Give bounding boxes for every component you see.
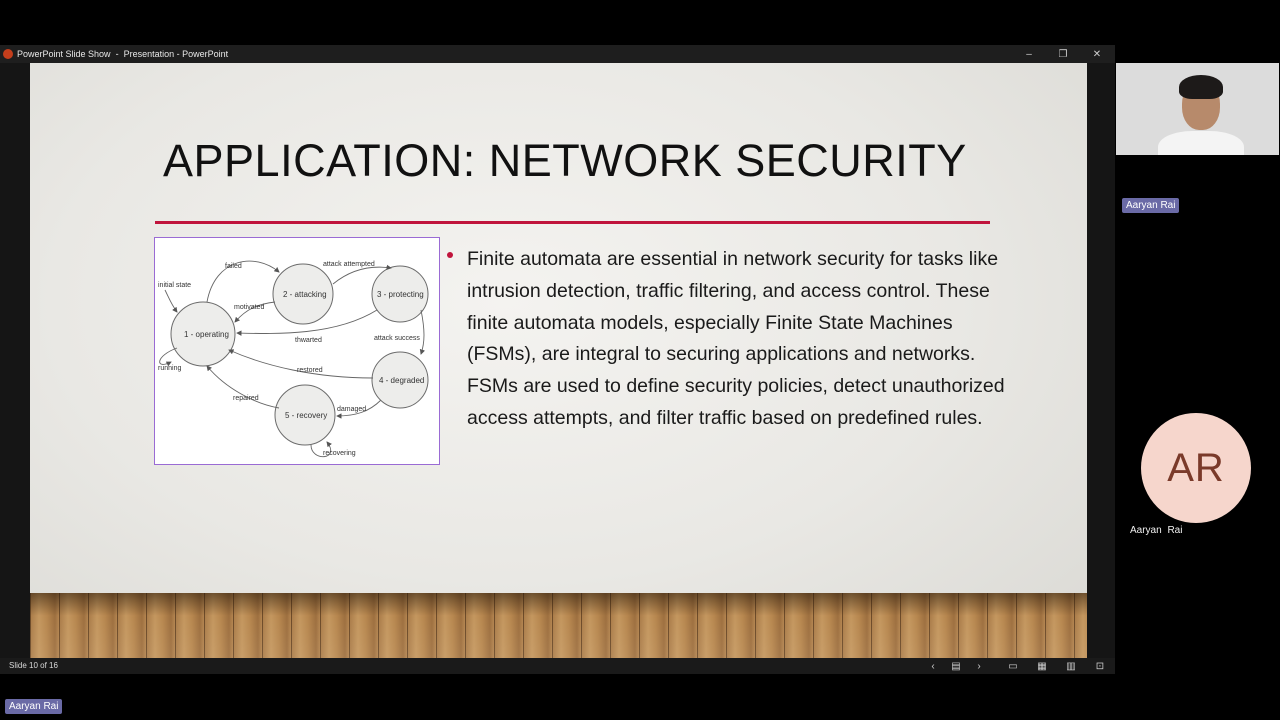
slide-sorter-icon[interactable]: ▦ — [1037, 660, 1047, 672]
slideshow-status-bar — [0, 658, 1115, 674]
edge-label: repaired — [233, 395, 259, 402]
participant-name-tag: Aaryan Rai — [1122, 198, 1179, 213]
edge-label: initial state — [158, 282, 192, 289]
edge-label: attack attempted — [323, 261, 375, 268]
participant-body — [1158, 131, 1244, 155]
window-title — [17, 49, 228, 59]
bullet-text: Finite automata are essential in network security for tasks like intrusion detection, traffic filtering, and access control. These finite automata models, especially Finite State Machines (FSMs), are integral to securing applications and networks. FSMs are used to define security policies, detect unauthorized access attempts, and filter traffic based on predefined rules. — [467, 248, 1005, 429]
previous-slide-icon[interactable]: ‹ — [931, 660, 935, 672]
edge-label: motivated — [234, 304, 265, 311]
edge-label: restored — [297, 367, 323, 374]
avatar-initials: AR — [1167, 445, 1225, 490]
edge-label: failed — [225, 263, 242, 270]
powerpoint-icon — [3, 49, 13, 59]
avatar-name: Aaryan Rai — [1130, 525, 1183, 536]
edge-label: running — [158, 365, 182, 372]
next-slide-icon[interactable]: › — [977, 660, 981, 672]
restore-button[interactable]: ❐ — [1058, 48, 1068, 60]
avatar[interactable] — [1141, 413, 1251, 523]
title-divider — [155, 221, 990, 224]
presenter-view-icon[interactable]: ⊡ — [1095, 660, 1105, 672]
reading-view-icon[interactable]: ▥ — [1066, 660, 1076, 672]
slide-title: APPLICATION: NETWORK SECURITY — [163, 135, 967, 186]
state-label: 4 - degraded — [379, 376, 425, 385]
slide-counter: Slide 10 of 16 — [9, 661, 58, 670]
app-name: PowerPoint Slide Show — [17, 49, 111, 59]
edge-initial — [165, 290, 177, 312]
state-label: 2 - attacking — [283, 290, 327, 299]
bullet-marker — [447, 252, 453, 258]
bullet-list — [447, 244, 1007, 435]
minimize-button[interactable]: – — [1026, 48, 1032, 60]
edge-running — [160, 348, 177, 364]
slide-menu-icon[interactable]: ▤ — [951, 660, 961, 672]
state-label: 1 - operating — [184, 330, 229, 339]
state-label: 3 - protecting — [377, 290, 424, 299]
window-title-bar — [0, 45, 1115, 63]
edge-label: attack success — [374, 335, 420, 342]
document-title: Presentation - PowerPoint — [123, 49, 229, 59]
fsm-diagram — [154, 237, 440, 465]
edge-attack-success — [421, 310, 424, 354]
participant-hair — [1179, 75, 1223, 99]
slide-canvas[interactable] — [30, 63, 1087, 658]
title-separator: - — [115, 49, 119, 59]
participant-video[interactable] — [1116, 63, 1279, 155]
edge-label: damaged — [337, 406, 367, 413]
normal-view-icon[interactable]: ▭ — [1008, 660, 1018, 672]
self-name-tag: Aaryan Rai — [5, 699, 62, 714]
edge-label: recovering — [323, 450, 356, 457]
wood-floor-decoration — [30, 593, 1087, 658]
edge-label: thwarted — [295, 337, 322, 344]
edge-failed — [207, 261, 279, 302]
fsm-diagram-svg — [155, 238, 439, 464]
close-button[interactable]: ✕ — [1092, 48, 1102, 60]
state-label: 5 - recovery — [285, 411, 328, 420]
